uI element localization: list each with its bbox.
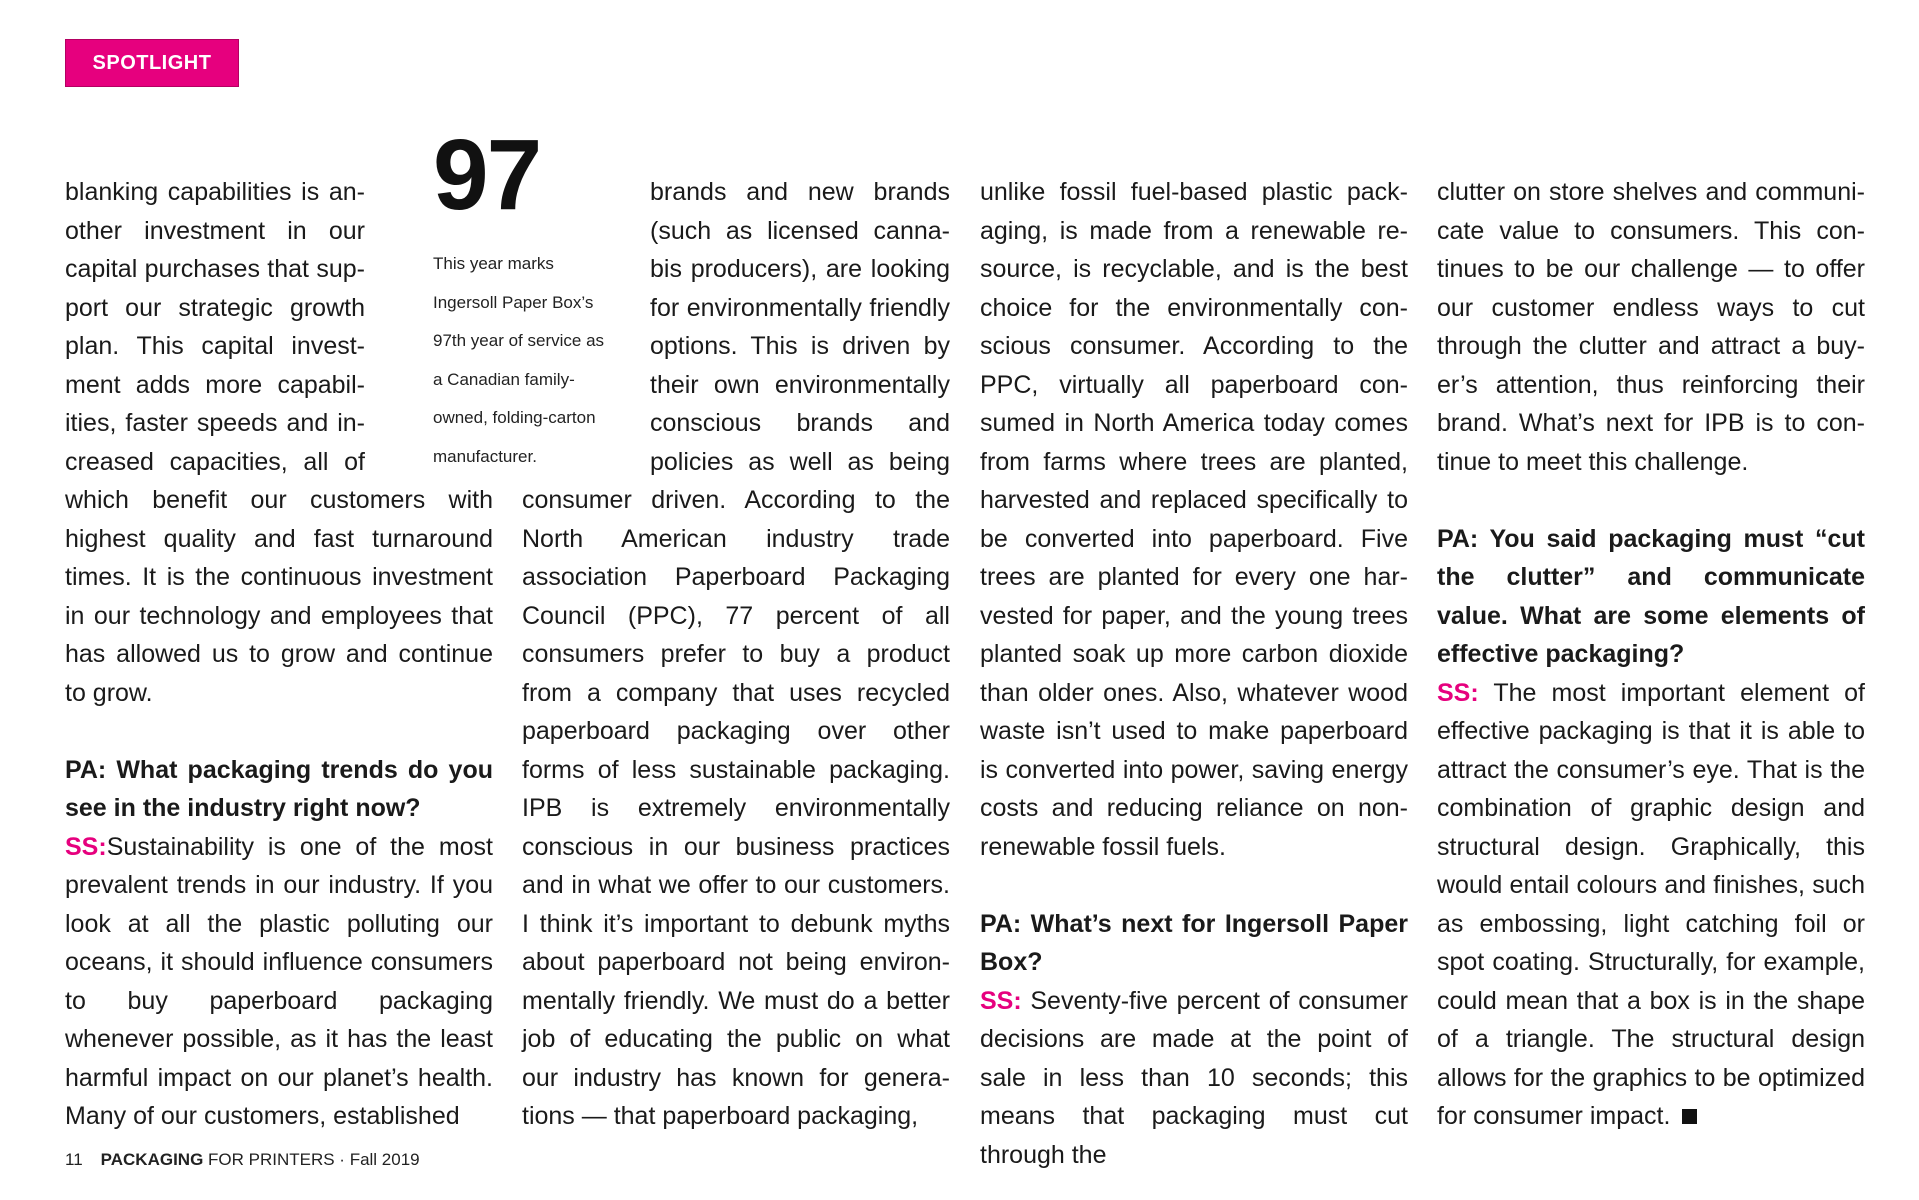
interview-question: PA: What packaging trends do you see in the industry right now?: [65, 755, 493, 822]
speaker-label: SS:: [980, 986, 1022, 1015]
publication-issue: FOR PRINTERS · Fall 2019: [203, 1150, 420, 1169]
stat-spacer: [522, 173, 650, 481]
stat-caption: This year marks Ingersoll Paper Box’s 97th year of service as a Canadian family-owned, folding-carton manufacturer.: [433, 254, 605, 466]
interview-question: PA: You said packaging must “cut the clutter” and communicate value. What are some elements of effective packaging?: [1437, 524, 1865, 668]
paragraph: clutter on store shelves and communicate value to consumers. This continues to be our challenge — to offer our customer endless ways to cut through the clutter and attract a buyer’s attention, thus reinforcing their brand. What’s next for IPB is to continue to meet this challenge.: [1437, 178, 1865, 476]
answer-text: Seventy-five percent of consumer decisions are made at the point of sale in less than 10 seconds; this means that packaging must cut through the: [980, 986, 1408, 1169]
answer-text: Sustainability is one of the most prevalent trends in our industry. If you look at all the plastic polluting our oceans, it should influence consumers to buy paperboard packaging whenever possible, as it has the least harmful impact on our planet’s health. Many of our customers, established: [65, 832, 493, 1130]
article-column-3: [980, 173, 1408, 1174]
article-column-2: [522, 173, 950, 1136]
interview-answer: [980, 982, 1408, 1175]
stat-spacer: [365, 173, 493, 481]
page-footer: [65, 1150, 420, 1170]
interview-answer: [65, 828, 493, 1136]
answer-text: The most important element of effective packaging is that it is able to attract the consumer’s eye. That is the combination of graphic design and structural design. Graphically, this would entail colours and finishes, such as embossing, light catching foil or spot coating. Structurally, for example, could mean that a box is in the shape of a triangle. The structural design allows for the graphics to be optimized for consumer impact.: [1437, 678, 1865, 1130]
paragraph: unlike fossil fuel-based plastic packaging, is made from a renewable resource, is recyclable, and is the best choice for the environmentally conscious consumer. According to the PPC, virtually all paperboard consumed in North America today comes from farms where trees are planted, harvested and replaced specifically to be converted into paperboard. Five trees are planted for every one harvested for paper, and the young trees planted soak up more carbon dioxide than older ones. Also, whatever wood waste isn’t used to make paperboard is converted into power, saving energy costs and reducing reliance on non-renewable fossil fuels.: [980, 178, 1408, 861]
speaker-label: SS:: [65, 832, 107, 861]
paragraph: brands and new brands (such as licensed cannabis producers), are looking for environmentally friendly options. This is driven by their own environmentally conscious brands and policies as well as being consumer driven. According to the North American industry trade association Paperboard Packaging Council (PPC), 77 percent of all consumers prefer to buy a product from a company that uses recycled paperboard packaging over other forms of less sustainable packaging. IPB is extremely environmentally conscious in our business practices and in what we offer to our customers. I think it’s important to debunk myths about paperboard not being environmentally friendly. We must do a better job of educating the public on what our industry has known for generations — that paperboard packaging,: [522, 178, 950, 1130]
speaker-label: SS:: [1437, 678, 1479, 707]
article-column-1: [65, 173, 493, 1136]
interview-answer: [1437, 674, 1865, 1136]
end-mark-icon: [1682, 1109, 1697, 1124]
publication-name-bold: PACKAGING: [100, 1150, 204, 1169]
section-tag: SPOTLIGHT: [65, 39, 239, 87]
interview-question: PA: What’s next for Ingersoll Paper Box?: [980, 909, 1408, 976]
page-number: 11: [65, 1150, 83, 1169]
stat-number: 97: [433, 119, 541, 231]
paragraph: blanking capabilities is another investment in our capital purchases that support our strategic growth plan. This capital investment adds more capabilities, faster speeds and increased capacities, all of which benefit our customers with highest quality and fast turnaround times. It is the continuous investment in our technology and employees that has allowed us to grow and continue to grow.: [65, 178, 493, 707]
article-column-4: [1437, 173, 1865, 1136]
